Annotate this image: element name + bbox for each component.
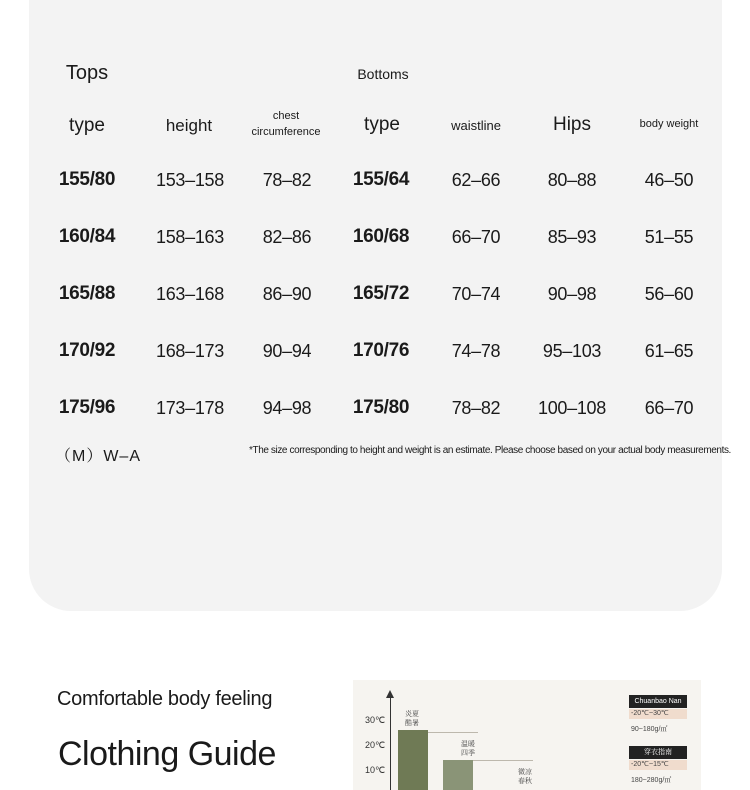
header-body-weight: body weight bbox=[639, 118, 699, 130]
tops-type-cell: 170/92 bbox=[58, 340, 116, 361]
chest-cell: 90–94 bbox=[262, 341, 312, 361]
temperature-axis bbox=[390, 696, 391, 790]
height-cell: 163–168 bbox=[156, 284, 224, 304]
tick-label: 30℃ bbox=[365, 715, 386, 725]
cool-label: 微凉 春秋 bbox=[518, 769, 532, 785]
header-height: height bbox=[165, 116, 213, 135]
tops-type-cell: 175/96 bbox=[58, 397, 116, 418]
hips-cell: 85–93 bbox=[547, 227, 597, 247]
weight-cell: 56–60 bbox=[644, 284, 694, 304]
waist-cell: 62–66 bbox=[451, 170, 501, 190]
summer-photo bbox=[398, 730, 428, 790]
header-waistline: waistline bbox=[451, 118, 501, 133]
tops-type-cell: 155/80 bbox=[58, 169, 116, 190]
waist-cell: 78–82 bbox=[451, 398, 501, 418]
header-chest bbox=[251, 108, 320, 140]
temperature-guide-image bbox=[353, 680, 701, 790]
tops-label: Tops bbox=[65, 62, 109, 84]
weight-cell: 61–65 bbox=[644, 341, 694, 361]
size-footnote: *The size corresponding to height and weight is an estimate. Please choose based on your actual body measurements. bbox=[249, 445, 731, 456]
tag-range-2: -20℃~15℃ bbox=[631, 761, 669, 768]
hips-cell: 90–98 bbox=[547, 284, 597, 304]
tag-header-2: 穿衣指南 bbox=[629, 746, 687, 759]
bottoms-type-cell: 155/64 bbox=[352, 169, 410, 190]
tag-header-1: Chuanbao Nan bbox=[629, 695, 687, 708]
header-bottoms-type: type bbox=[364, 114, 400, 135]
weight-cell: 51–55 bbox=[644, 227, 694, 247]
tops-type-cell: 160/84 bbox=[58, 226, 116, 247]
header-hips: Hips bbox=[552, 114, 592, 135]
guide-title: Clothing Guide bbox=[58, 735, 276, 773]
height-cell: 173–178 bbox=[156, 398, 224, 418]
waist-cell: 74–78 bbox=[451, 341, 501, 361]
tag-range-1: -20℃~30℃ bbox=[631, 710, 669, 717]
tops-type-cell: 165/88 bbox=[58, 283, 116, 304]
header-tops-type: type bbox=[69, 115, 105, 136]
size-chart-card bbox=[29, 0, 722, 611]
height-cell: 153–158 bbox=[156, 170, 224, 190]
guide-subtitle: Comfortable body feeling bbox=[57, 688, 273, 710]
height-cell: 168–173 bbox=[156, 341, 224, 361]
chest-cell: 86–90 bbox=[262, 284, 312, 304]
chest-cell: 94–98 bbox=[262, 398, 312, 418]
spring-photo bbox=[443, 760, 473, 790]
weight-cell: 66–70 bbox=[644, 398, 694, 418]
chest-cell: 78–82 bbox=[262, 170, 312, 190]
header-chest-line1: chest bbox=[272, 110, 300, 122]
tag-weight-2: 180~280g/㎡ bbox=[631, 777, 672, 784]
hips-cell: 95–103 bbox=[542, 341, 602, 361]
header-chest-line2: circumference bbox=[251, 126, 321, 138]
waist-cell: 70–74 bbox=[451, 284, 501, 304]
tag-weight-1: 90~180g/㎡ bbox=[631, 726, 668, 733]
bottoms-type-cell: 160/68 bbox=[352, 226, 410, 247]
waist-cell: 66–70 bbox=[451, 227, 501, 247]
hips-cell: 100–108 bbox=[538, 398, 606, 418]
fit-code: （M）W–A bbox=[55, 448, 142, 465]
chest-cell: 82–86 bbox=[262, 227, 312, 247]
bottoms-type-cell: 175/80 bbox=[352, 397, 410, 418]
warm-label: 温暖 四季 bbox=[461, 741, 475, 757]
hips-cell: 80–88 bbox=[547, 170, 597, 190]
summer-label: 炎夏 酷暑 bbox=[405, 711, 419, 727]
tick-label: 20℃ bbox=[365, 740, 386, 750]
tick-label: 10℃ bbox=[365, 765, 386, 775]
bottoms-label: Bottoms bbox=[357, 66, 409, 82]
bottoms-type-cell: 165/72 bbox=[352, 283, 410, 304]
height-cell: 158–163 bbox=[156, 227, 224, 247]
weight-cell: 46–50 bbox=[644, 170, 694, 190]
bottoms-type-cell: 170/76 bbox=[352, 340, 410, 361]
